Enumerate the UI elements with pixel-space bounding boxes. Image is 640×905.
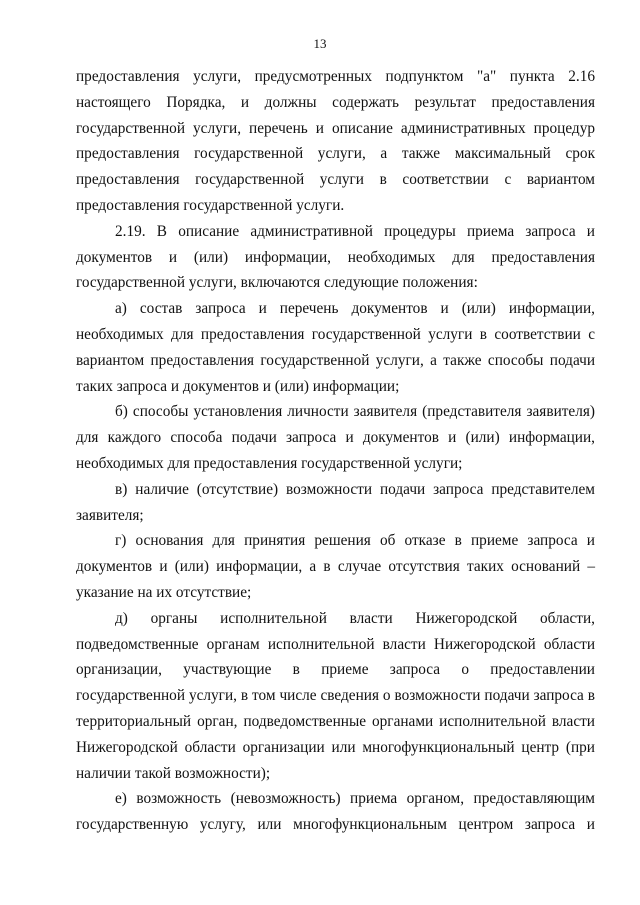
document-body	[76, 64, 595, 838]
paragraph-item-e: е) возможность (невозможность) приема органом, предоставляющим государственную услугу, или многофункциональным центром запроса и	[76, 790, 595, 834]
paragraph-item-b: б) способы установления личности заявителя (представителя заявителя) для каждого способа подачи запроса и документов и (или) информации, необходимых для предоставления государственной услуги;	[76, 403, 595, 472]
paragraph-2-19: 2.19. В описание административной процедуры приема запроса и документов и (или) информации, необходимых для предоставления государственной услуги, включаются следующие положения:	[76, 222, 595, 292]
paragraph-item-d: д) органы исполнительной власти Нижегородской области, подведомственные органам исполнительной власти Нижегородской области организации, участвующие в приеме запроса о предоставлении государственной услуги, в том числе сведения о возможности подачи запроса в территориальный орган, подведомственные органами исполнительной власти Нижегородской области организации или многофункциональный центр (при наличии такой возможности);	[76, 609, 595, 782]
paragraph-item-v: в) наличие (отсутствие) возможности подачи запроса представителем заявителя;	[76, 480, 595, 524]
paragraph-item-a: а) состав запроса и перечень документов и (или) информации, необходимых для предоставления государственной услуги в соответствии с вариантом предоставления государственной услуги, а также способы подачи таких запроса и документов и (или) информации;	[76, 300, 595, 395]
paragraph-continuation: предоставления услуги, предусмотренных подпунктом "а" пункта 2.16 настоящего Порядка, и должны содержать результат предоставления государственной услуги, перечень и описание административных процедур предоставления государственной услуги, а также максимальный срок предоставления государственной услуги в соответствии с вариантом предоставления государственной услуги.	[76, 68, 595, 214]
paragraph-item-g: г) основания для принятия решения об отказе в приеме запроса и документов и (или) информации, а в случае отсутствия таких оснований – указание на их отсутствие;	[76, 532, 595, 601]
page-number: 13	[313, 36, 327, 51]
